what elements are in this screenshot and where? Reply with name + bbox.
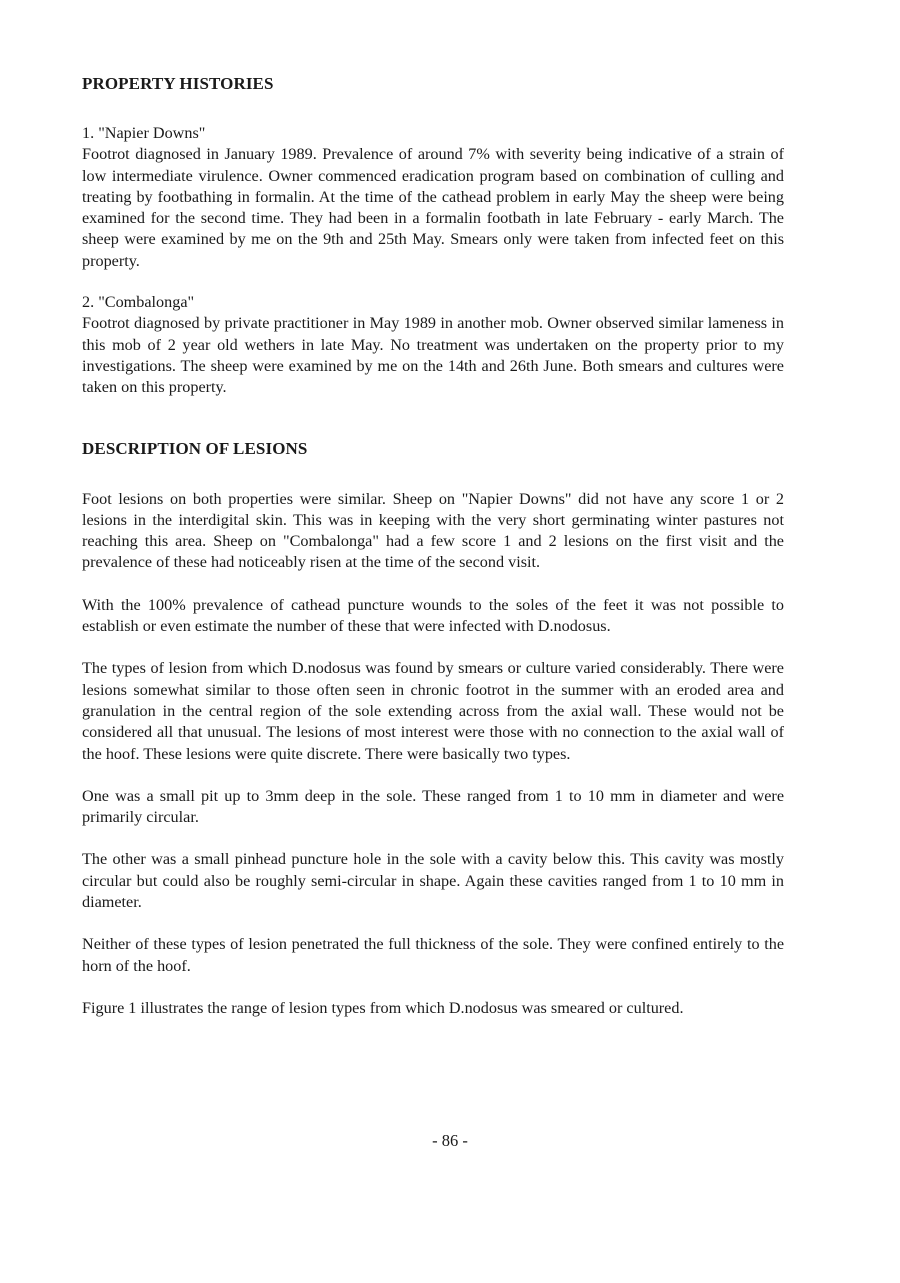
- document-page: [82, 74, 784, 1019]
- property-napier-downs-title: 1. "Napier Downs": [82, 124, 206, 142]
- property-combalonga-text: Footrot diagnosed by private practitioner in May 1989 in another mob. Owner observed similar lameness in this mob of 2 year old wethers in late May. No treatment was undertaken on the property prior to my investigations. The sheep were examined by me on the 14th and 26th June. Both smears and cultures were taken on this property.: [82, 314, 784, 397]
- page-number: - 86 -: [432, 1131, 468, 1150]
- lesions-paragraph-1: Foot lesions on both properties were similar. Sheep on "Napier Downs" did not have any score 1 or 2 lesions in the interdigital skin. This was in keeping with the very short germinating winter pastures not reaching this area. Sheep on "Combalonga" had a few score 1 and 2 lesions on the first visit and the prevalence of these had noticeably risen at the time of the second visit.: [82, 489, 784, 572]
- lesions-paragraph-2: With the 100% prevalence of cathead puncture wounds to the soles of the feet it was not possible to establish or even estimate the number of these that were infected with D.nodosus.: [82, 595, 784, 636]
- section-heading-description-of-lesions: DESCRIPTION OF LESIONS: [82, 438, 308, 458]
- lesions-paragraph-6: Neither of these types of lesion penetrated the full thickness of the sole. They were confined entirely to the horn of the hoof.: [82, 935, 784, 975]
- lesions-paragraph-5: The other was a small pinhead puncture hole in the sole with a cavity below this. This cavity was mostly circular but could also be roughly semi-circular in shape. Again these cavities ranged from 1 to 10 mm in diameter.: [82, 850, 784, 912]
- property-combalonga-title: 2. "Combalonga": [82, 293, 195, 312]
- property-napier-downs-text: Footrot diagnosed in January 1989. Prevalence of around 7% with severity being indicative of a strain of low intermediate virulence. Owner commenced eradication program based on combination of culling and treating by footbathing in formalin. At the time of the cathead problem in early May the sheep were being examined for the second time. They had been in a formalin footbath in late February - early March. The sheep were examined by me on the 9th and 25th May. Smears only were taken from infected feet on this property.: [82, 145, 784, 270]
- section-heading-property-histories: PROPERTY HISTORIES: [82, 74, 274, 93]
- lesions-paragraph-3: The types of lesion from which D.nodosus was found by smears or culture varied considerably. There were lesions somewhat similar to those often seen in chronic footrot in the summer with an eroded area and granulation in the central region of the sole extending across from the axial wall. These would not be considered all that unusual. The lesions of most interest were those with no connection to the axial wall of the hoof. These lesions were quite discrete. There were basically two types.: [82, 659, 784, 763]
- lesions-paragraph-4: One was a small pit up to 3mm deep in the sole. These ranged from 1 to 10 mm in diameter and were primarily circular.: [82, 786, 784, 827]
- lesions-paragraph-7: Figure 1 illustrates the range of lesion types from which D.nodosus was smeared or cultured.: [82, 998, 684, 1017]
